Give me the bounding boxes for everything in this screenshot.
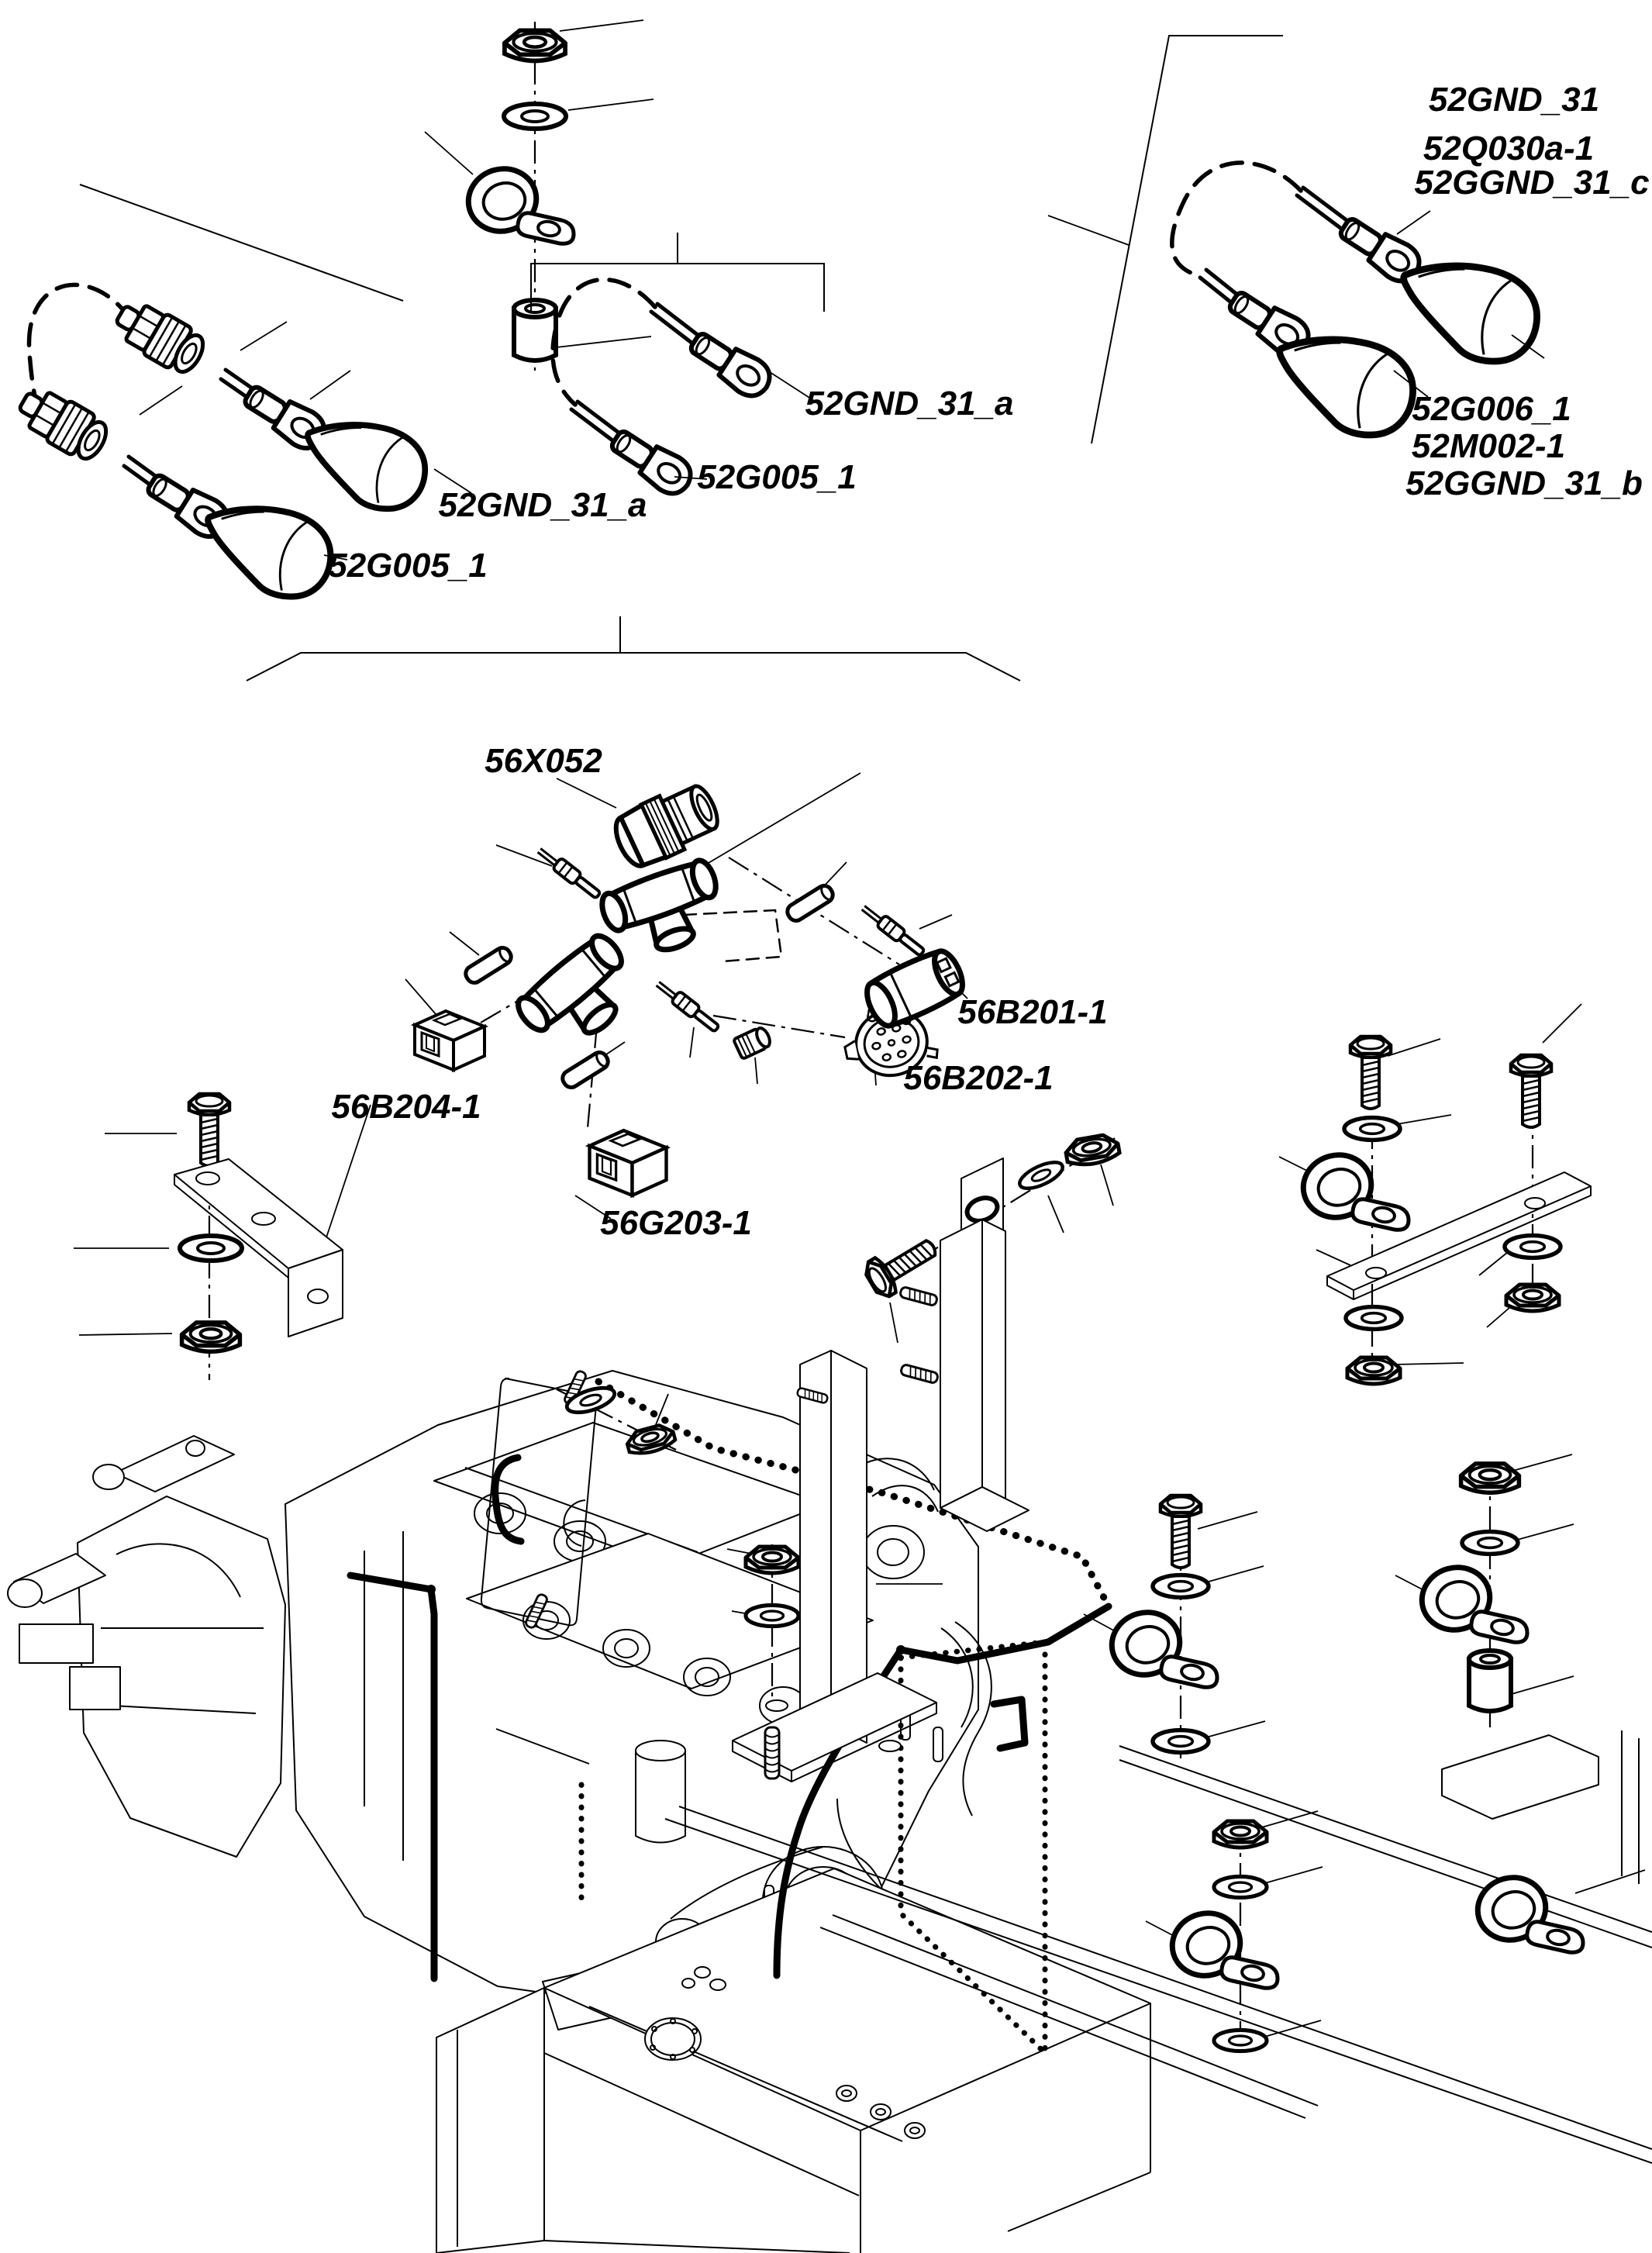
flat-washer: [1462, 1532, 1518, 1554]
part-label: 52GND_31: [1428, 81, 1600, 119]
flat-washer: [1214, 1876, 1267, 1897]
part-label: 52G005_1: [697, 458, 857, 496]
part-label: 56G203-1: [600, 1204, 752, 1242]
spacer-bush: [1469, 1651, 1511, 1711]
part-label: 52GGND_31_b: [1405, 464, 1643, 502]
flat-washer: [1153, 1575, 1209, 1598]
flat-washer: [180, 1236, 242, 1261]
flat-washer: [1153, 1730, 1209, 1753]
threaded-rod: [765, 1727, 779, 1779]
flat-washer: [1346, 1307, 1402, 1330]
flat-washer: [504, 104, 566, 129]
part-label: 56X052: [485, 742, 602, 780]
part-label: 56B202-1: [903, 1059, 1054, 1097]
part-label: 52GND_31_a: [805, 385, 1014, 423]
flat-washer: [1505, 1236, 1561, 1258]
part-label: 52M002-1: [1411, 427, 1566, 465]
hex-nut: [1461, 1464, 1519, 1492]
part-label: 52G006_1: [1412, 390, 1571, 428]
hex-nut: [505, 30, 565, 60]
filler-cap: [645, 2018, 701, 2060]
part-label: 56B201-1: [957, 993, 1108, 1031]
hex-nut: [746, 1547, 798, 1573]
flat-washer: [746, 1605, 798, 1626]
spacer-bush: [514, 300, 556, 361]
part-label: 52Q030a-1: [1423, 129, 1595, 167]
part-label: 52GND_31_a: [438, 486, 647, 524]
flat-washer: [1344, 1118, 1400, 1140]
hex-nut: [1347, 1358, 1400, 1384]
part-label: 56B204-1: [331, 1088, 481, 1126]
hex-nut: [182, 1323, 240, 1351]
part-label: 52GGND_31_c: [1414, 164, 1650, 202]
hex-nut: [1214, 1821, 1267, 1848]
part-label: 52G005_1: [328, 547, 488, 585]
hex-nut: [1506, 1285, 1559, 1311]
flat-washer: [1214, 2030, 1267, 2051]
